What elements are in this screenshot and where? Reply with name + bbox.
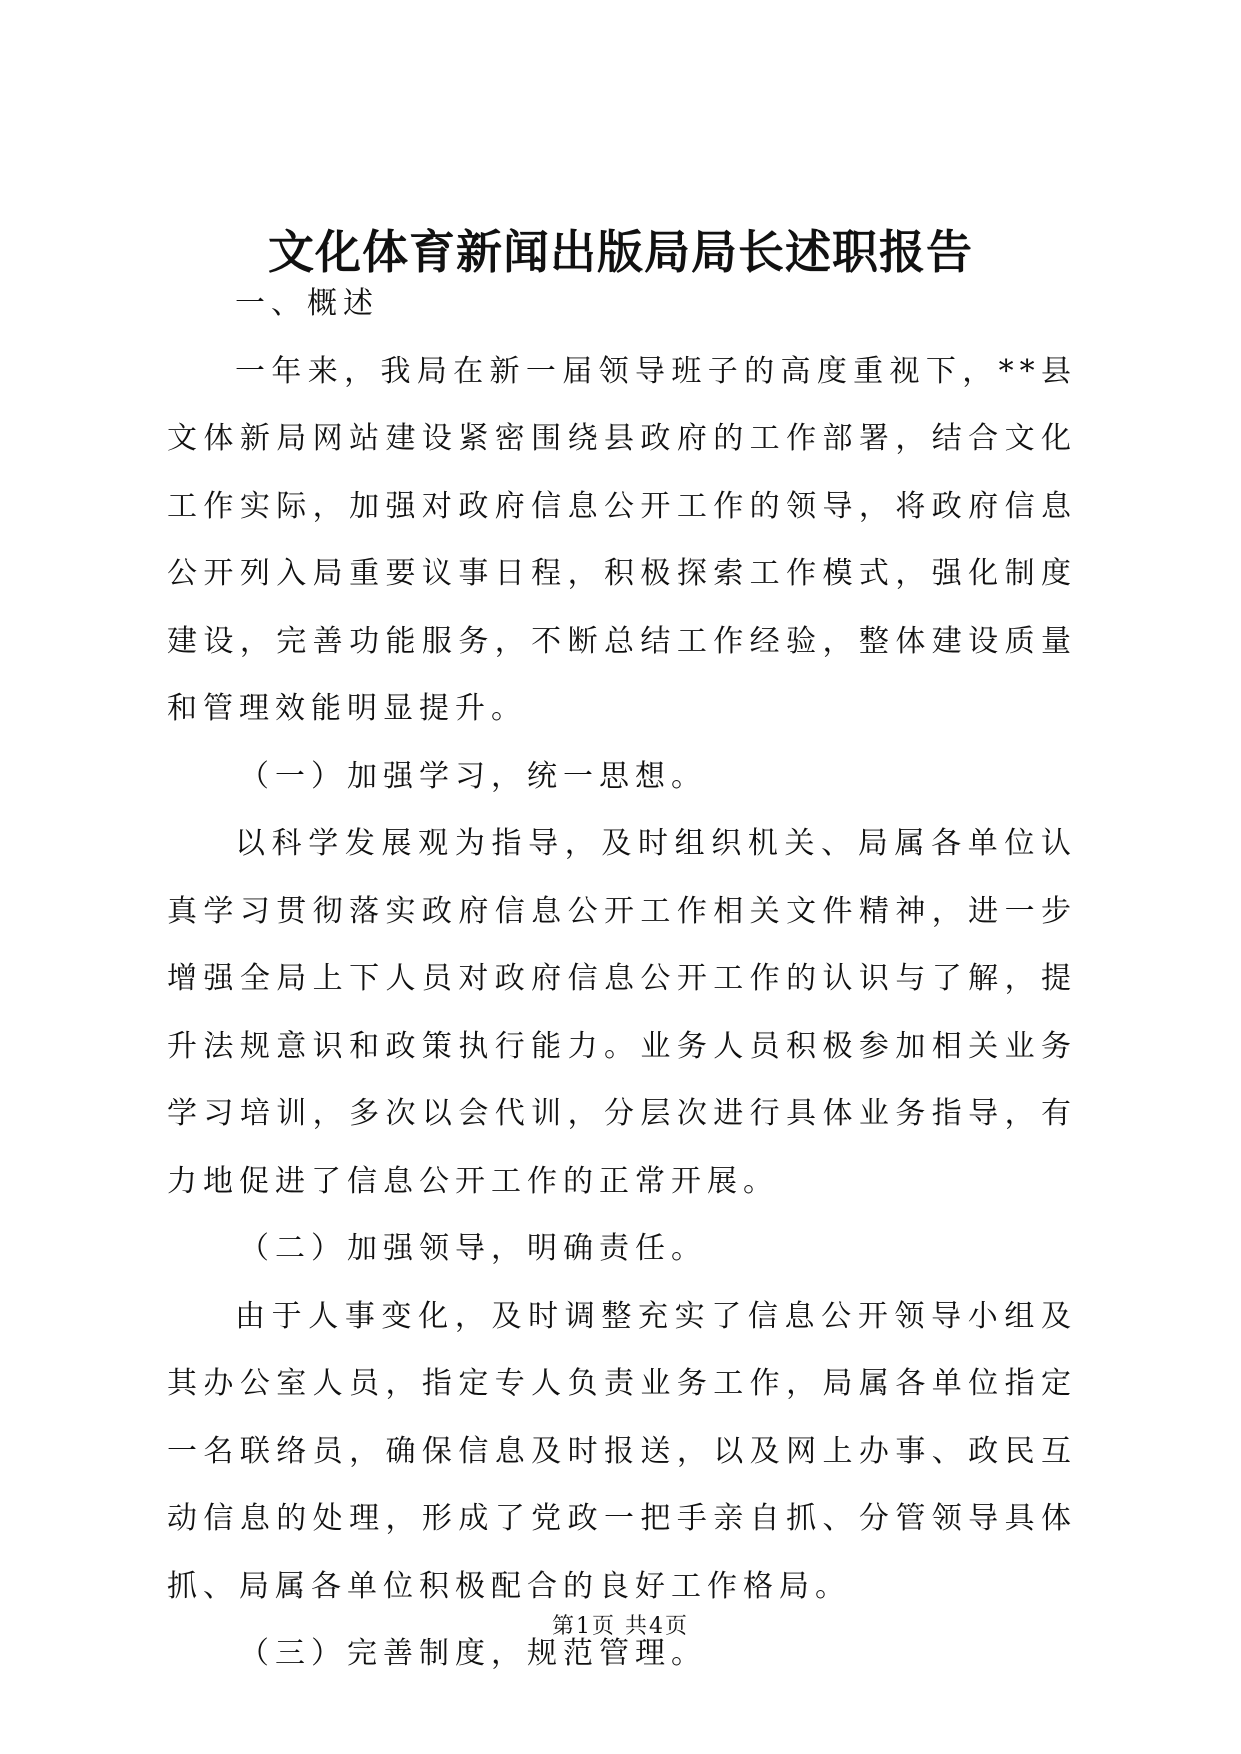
subheading-system: （三）完善制度，规范管理。 bbox=[239, 1636, 707, 1671]
page-number-footer: 第1页 共4页 bbox=[552, 1614, 689, 1639]
subheading-leadership: （二）加强领导，明确责任。 bbox=[239, 1231, 707, 1266]
paragraph-study: 以科学发展观为指导，及时组织机关、局属各单位认真学习贯彻落实政府信息公开工作相关文件精神，进一步增强全局上下人员对政府信息公开工作的认识与了解，提升法规意识和政策执行能力。业务人员积极参加相关业务学习培训，多次以会代训，分层次进行具体业务指导，有力地促进了信息公开工作的正常开展。 bbox=[167, 826, 1077, 1199]
paragraph-overview: 一年来，我局在新一届领导班子的高度重视下，**县文体新局网站建设紧密围绕县政府的工作部署，结合文化工作实际，加强对政府信息公开工作的领导，将政府信息公开列入局重要议事日程，积极探索工作模式，强化制度建设，完善功能服务，不断总结工作经验，整体建设质量和管理效能明显提升。 bbox=[167, 353, 1077, 726]
document-body bbox=[167, 270, 1077, 1688]
paragraph-leadership: 由于人事变化，及时调整充实了信息公开领导小组及其办公室人员，指定专人负责业务工作，局属各单位指定一名联络员，确保信息及时报送，以及网上办事、政民互动信息的处理，形成了党政一把手亲自抓、分管领导具体抓、局属各单位积极配合的良好工作格局。 bbox=[167, 1298, 1077, 1604]
section-heading-overview: 一、概述 bbox=[235, 286, 379, 321]
subheading-study: （一）加强学习，统一思想。 bbox=[239, 758, 707, 794]
document-title: 文化体育新闻出版局局长述职报告 bbox=[268, 225, 973, 279]
